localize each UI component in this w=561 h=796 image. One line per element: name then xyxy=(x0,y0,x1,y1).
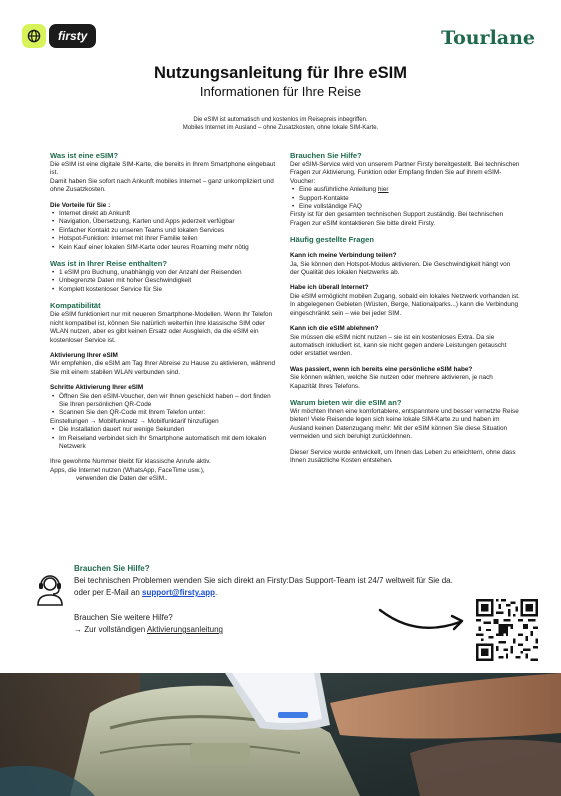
tourlane-logo: Tourlane xyxy=(441,27,535,49)
list-item: • Eine ausführliche Anleitung hier xyxy=(290,186,520,194)
activation-text: Wir empfehlen, die eSIM am Tag Ihrer Abreise zu Hause zu aktivieren, während Sie mit einem stabilen WLAN verbunden sind. xyxy=(50,360,276,376)
included-list xyxy=(50,269,276,294)
list-item: • Kein Kauf einer lokalen SIM-Karte oder teures Roaming mehr nötig xyxy=(50,244,276,252)
headset-icon xyxy=(32,571,68,607)
firsty-logo xyxy=(22,24,96,48)
why-heading: Warum bieten wir die eSIM an? xyxy=(290,397,402,407)
guide-line: → Zur vollständigen Aktivierungsanleitung xyxy=(74,625,223,634)
qr-code-image[interactable] xyxy=(476,599,538,661)
faq-answer: Die eSIM ermöglicht mobilen Zugang, sobald ein lokales Netzwerk vorhanden ist. In abgelegenen Gebieten (Wüsten, Berge, Nationalparks...) kann die Verbindung eingeschränkt sein – wie bei jeder SIM. xyxy=(290,292,520,317)
contact-line: Bei technischen Problemen wenden Sie sich direkt an Firsty:Das Support-Team ist 24/7 weltweit für Sie da. xyxy=(74,576,453,585)
list-item: • Unbegrenzte Daten mit hoher Geschwindigkeit xyxy=(50,277,276,285)
right-column xyxy=(290,151,520,465)
guide-link-here[interactable]: hier xyxy=(377,186,389,194)
benefits-heading: Die Vorteile für Sie : xyxy=(50,201,111,209)
why-text: Wir möchten Ihnen eine komfortablere, entspanntere und besser vernetzte Reise bieten! Viele Reisende legen sich keine lokale SIM-Karte zu und haben im Ausland keinen Datenzugang mehr: Mit der eSIM können Sie diese Situation vermeiden und sich beruhigt zurücklehnen. xyxy=(290,407,519,441)
list-item: • Scannen Sie den QR-Code mit Ihrem Telefon unter: xyxy=(50,409,276,417)
contact-email-line: oder per E-Mail an support@firsty.app. xyxy=(74,588,218,597)
faq-question: Was passiert, wenn ich bereits eine persönliche eSIM habe? xyxy=(290,365,473,373)
why-text-2: Dieser Service wurde entwickelt, um Ihnen das Leben zu erleichtern, ohne dass Ihnen zusätzliche Kosten entstehen. xyxy=(290,448,516,464)
left-column xyxy=(50,151,276,484)
page-subtitle: Informationen für Ihre Reise xyxy=(199,84,362,99)
faq-question: Kann ich die eSIM ablehnen? xyxy=(290,325,379,333)
firsty-wordmark: firsty xyxy=(49,24,96,48)
page-title: Nutzungsanleitung für Ihre eSIM xyxy=(153,64,407,82)
number-note-2: Apps, die Internet nutzen (WhatsApp, FaceTime usw.), xyxy=(50,466,205,474)
list-item: • Einfacher Kontakt zu unseren Teams und lokalen Services xyxy=(50,227,276,235)
list-item: • Im Reiseland verbindet sich Ihr Smartphone automatisch mit dem lokalen Netzwerk xyxy=(50,435,276,452)
list-item: • Die Installation dauert nur wenige Sekunden xyxy=(50,426,276,434)
what-text: Die eSIM ist eine digitale SIM-Karte, die bereits in Ihrem Smartphone eingebaut ist. xyxy=(50,161,276,177)
benefits-list xyxy=(50,210,276,252)
contact-title: Brauchen Sie Hilfe? xyxy=(74,564,150,573)
intro-text: Die eSIM ist automatisch und kostenlos im Reisepreis inbegriffen. Mobiles Internet im Ausland – ohne Zusatzkosten, ohne lokale SIM-Karte. xyxy=(182,117,379,131)
list-item: • Support-Kontakte xyxy=(290,195,520,203)
list-item: • Eine vollständige FAQ xyxy=(290,203,520,211)
help-text-2: Firsty ist für den gesamten technischen Support zuständig. Bei technischen Fragen zur eSIM kontaktieren Sie bitte direkt Firsty. xyxy=(290,211,504,227)
steps-list xyxy=(50,393,276,418)
arrow-icon xyxy=(376,598,472,634)
travel-photo xyxy=(0,673,561,796)
travel-photo-illustration xyxy=(0,673,561,796)
list-item: • Internet direkt ab Ankunft xyxy=(50,210,276,218)
help-list xyxy=(290,186,520,211)
faq-answer: Sie können wählen, welche Sie nutzen oder mehrere aktivieren, je nach Kapazität Ihres Telefons. xyxy=(290,374,493,390)
activation-guide-link[interactable]: Aktivierungsanleitung xyxy=(146,625,223,634)
list-item: • 1 eSIM pro Buchung, unabhängig von der Anzahl der Reisenden xyxy=(50,269,276,277)
globe-icon xyxy=(22,24,46,48)
faq-heading: Häufig gestellte Fragen xyxy=(290,235,374,245)
help-heading: Brauchen Sie Hilfe? xyxy=(290,151,362,160)
activation-heading: Aktivierung Ihrer eSIM xyxy=(50,351,118,359)
what-heading: Was ist eine eSIM? xyxy=(50,151,119,160)
help-text: Der eSIM-Service wird von unserem Partner Firsty bereitgestellt. Bei technischen Fragen zur Aktivierung, Funktion oder Empfang finden Sie auf ihrem eSIM-Voucher: xyxy=(290,161,520,185)
list-item: • Öffnen Sie den eSIM-Voucher, den wir Ihnen geschickt haben – dort finden Sie Ihren persönlichen QR-Code xyxy=(50,393,276,410)
contact-section xyxy=(0,563,561,673)
list-item: • Komplett kostenloser Service für Sie xyxy=(50,286,276,294)
what-text-2: Damit haben Sie sofort nach Ankunft mobiles Internet – ganz unkompliziert und ohne Zusatzkosten. xyxy=(50,177,274,194)
compat-text: Die eSIM funktioniert nur mit neueren Smartphone-Modellen. Wenn Ihr Telefon nicht kompatibel ist, können Sie natürlich weiterhin Ihre klassische SIM oder WLAN nutzen, aber es gibt keinen Ersatz oder Ausgleich, da die eSIM ein kostenloser Service ist. xyxy=(50,311,273,344)
number-note-3: verwenden die Daten der eSIM.. xyxy=(76,475,168,483)
faq-question: Kann ich meine Verbindung teilen? xyxy=(290,252,397,260)
steps-heading: Schritte Aktivierung Ihrer eSIM xyxy=(50,384,144,392)
steps-path: Einstellungen → Mobilfunknetz → Mobilfunktarif hinzufügen xyxy=(50,417,219,425)
more-help-text: Brauchen Sie weitere Hilfe? xyxy=(74,613,173,622)
faq-question: Habe ich überall Internet? xyxy=(290,284,369,292)
faq-answer: Sie müssen die eSIM nicht nutzen – sie ist ein kostenloses Extra. Da sie automatisch inkludiert ist, kann sie nicht gegen andere Leistungen getauscht oder erstattet werden. xyxy=(290,333,507,358)
number-note-1: Ihre gewohnte Nummer bleibt für klassische Anrufe aktiv. xyxy=(50,458,211,466)
included-heading: Was ist in Ihrer Reise enthalten? xyxy=(50,259,168,269)
support-email-link[interactable]: support@firsty.app xyxy=(142,588,216,597)
faq-answer: Ja, Sie können den Hotspot-Modus aktivieren. Die Geschwindigkeit hängt von der Qualität des lokalen Netzwerks ab. xyxy=(290,260,511,277)
compat-heading: Kompatibilität xyxy=(50,301,101,311)
list-item: • Hotspot-Funktion: Internet mit Ihrer Familie teilen xyxy=(50,235,276,243)
list-item: • Navigation, Übersetzung, Karten und Apps jederzeit verfügbar xyxy=(50,218,276,226)
